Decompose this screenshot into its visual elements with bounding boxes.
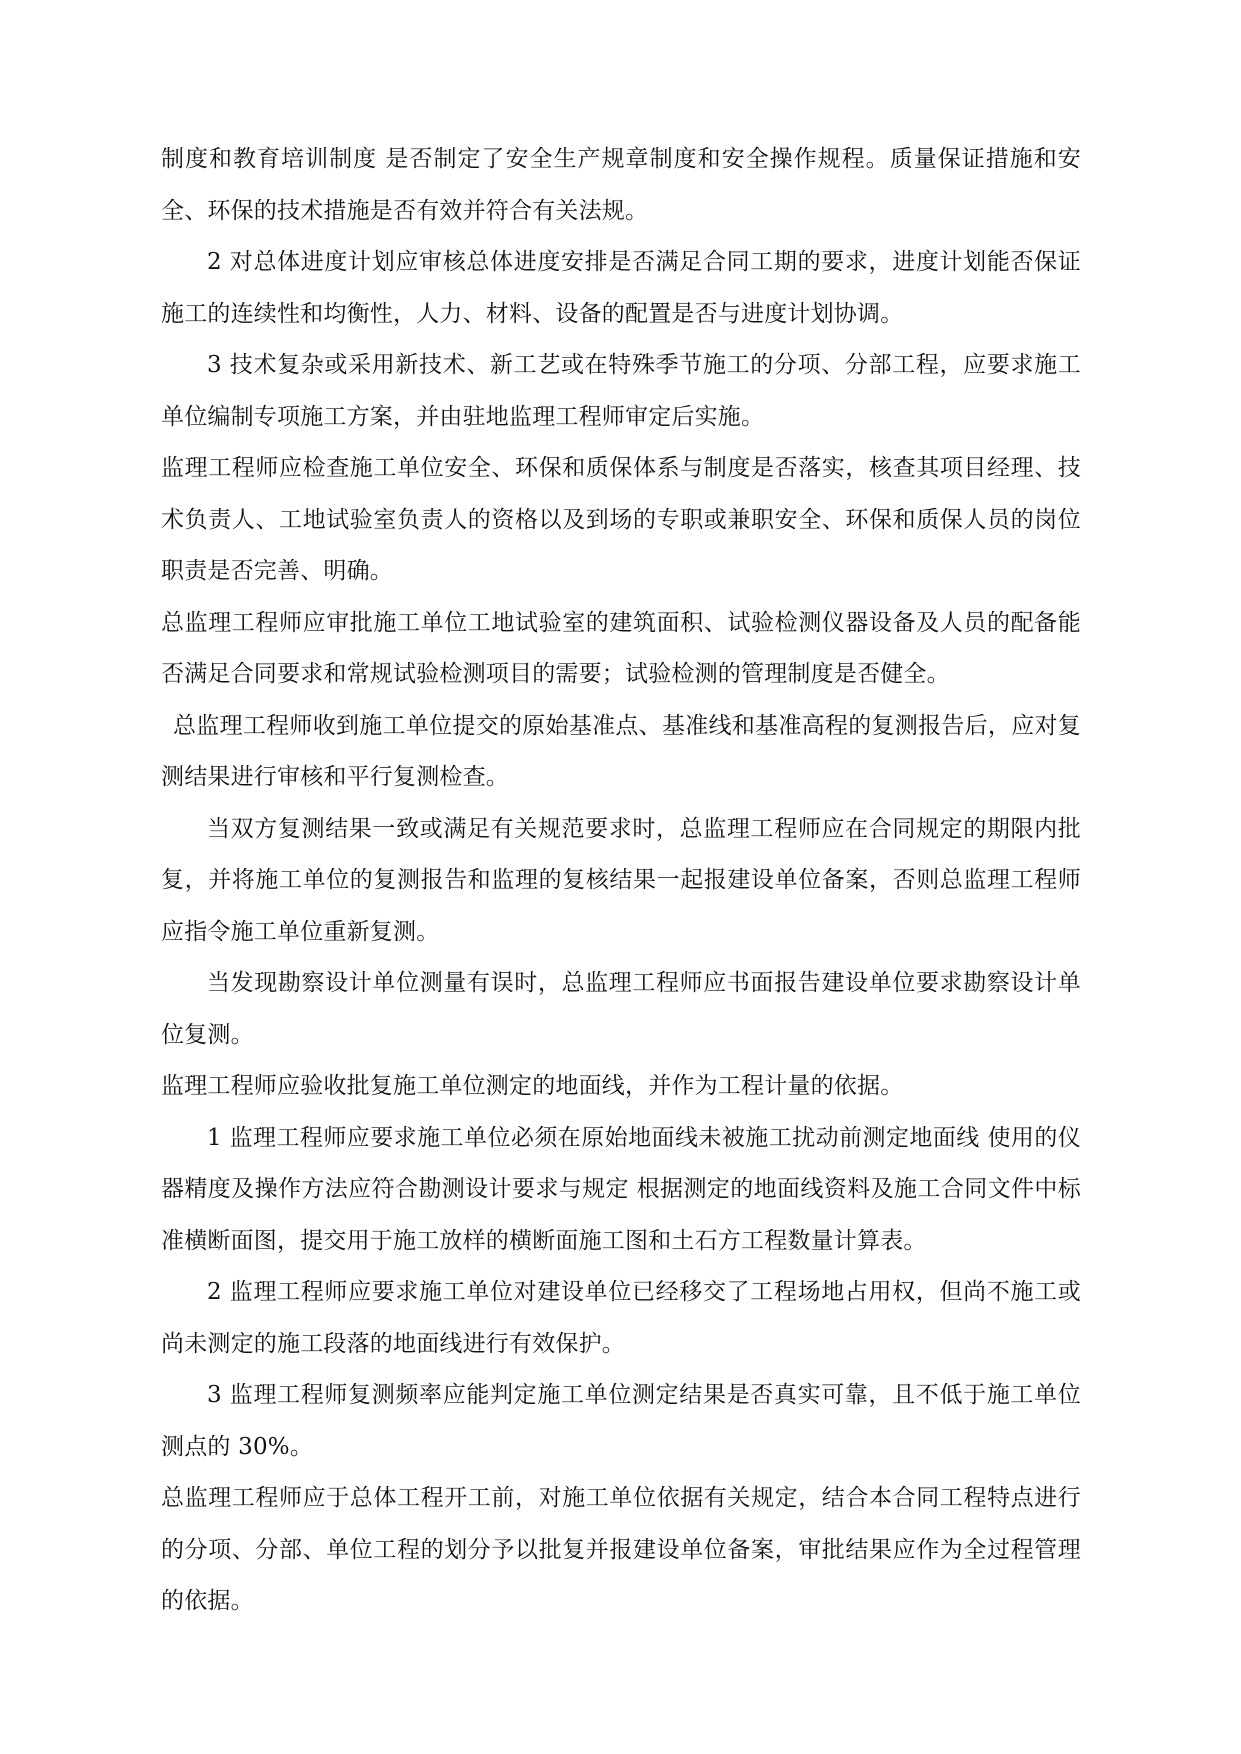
paragraph-9: 监理工程师应验收批复施工单位测定的地面线，并作为工程计量的依据。 [161,1073,904,1099]
paragraph-5: 总监理工程师应审批施工单位工地试验室的建筑面积、试验检测仪器设备及人员的配备能否满足合同要求和常规试验检测项目的需要；试验检测的管理制度是否健全。 [161,609,1081,687]
document-page [161,134,1081,1628]
paragraph-12: 3 监理工程师复测频率应能判定施工单位测定结果是否真实可靠，且不低于施工单位测点的 30%。 [161,1382,1081,1460]
paragraph-7: 当双方复测结果一致或满足有关规范要求时，总监理工程师应在合同规定的期限内批复，并将施工单位的复测报告和监理的复核结果一起报建设单位备案，否则总监理工程师应指令施工单位重新复测。 [161,815,1081,945]
paragraph-3: 3 技术复杂或采用新技术、新工艺或在特殊季节施工的分项、分部工程，应要求施工单位编制专项施工方案，并由驻地监理工程师审定后实施。 [161,352,1081,430]
paragraph-1: 制度和教育培训制度 是否制定了安全生产规章制度和安全操作规程。质量保证措施和安全、环保的技术措施是否有效并符合有关法规。 [161,146,1081,224]
paragraph-2: 2 对总体进度计划应审核总体进度安排是否满足合同工期的要求，进度计划能否保证施工的连续性和均衡性，人力、材料、设备的配置是否与进度计划协调。 [161,249,1081,327]
paragraph-8: 当发现勘察设计单位测量有误时，总监理工程师应书面报告建设单位要求勘察设计单位复测。 [161,970,1081,1048]
paragraph-13: 总监理工程师应于总体工程开工前，对施工单位依据有关规定，结合本合同工程特点进行的分项、分部、单位工程的划分予以批复并报建设单位备案，审批结果应作为全过程管理的依据。 [161,1485,1081,1614]
paragraph-11: 2 监理工程师应要求施工单位对建设单位已经移交了工程场地占用权，但尚不施工或尚未测定的施工段落的地面线进行有效保护。 [161,1279,1081,1357]
paragraph-6: 总监理工程师收到施工单位提交的原始基准点、基准线和基准高程的复测报告后，应对复测结果进行审核和平行复测检查。 [161,712,1081,790]
paragraph-4: 监理工程师应检查施工单位安全、环保和质保体系与制度是否落实，核查其项目经理、技术负责人、工地试验室负责人的资格以及到场的专职或兼职安全、环保和质保人员的岗位职责是否完善、明确。 [161,455,1081,584]
paragraph-10: 1 监理工程师应要求施工单位必须在原始地面线未被施工扰动前测定地面线 使用的仪器精度及操作方法应符合勘测设计要求与规定 根据测定的地面线资料及施工合同文件中标准横断面图，提交用于施工放样的横断面施工图和土石方工程数量计算表。 [161,1124,1081,1254]
